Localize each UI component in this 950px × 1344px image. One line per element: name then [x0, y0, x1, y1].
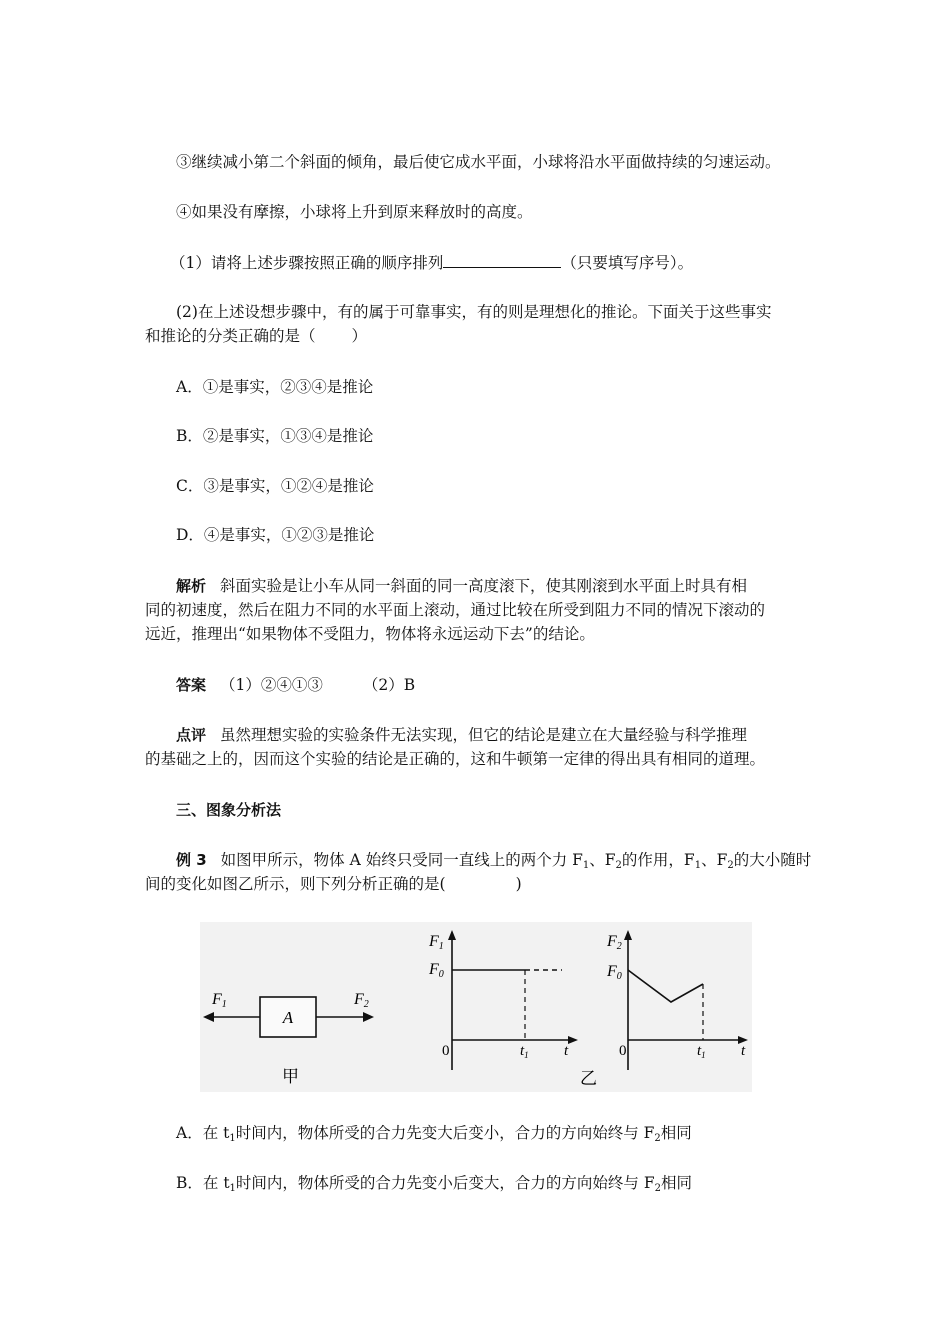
graph-f1-t1-label: $t_1$	[520, 1043, 529, 1060]
answer-blank[interactable]	[443, 253, 561, 268]
example-3-label: 例 3	[176, 851, 207, 869]
example-3-close-paren: )	[515, 875, 522, 893]
sub: 2	[727, 860, 734, 871]
example-3-text-a: 如图甲所示，物体 A 始终只受同一直线上的两个力 F	[220, 851, 583, 869]
graph-f1-x-label: t	[564, 1043, 569, 1059]
sub: 2	[615, 860, 622, 871]
answer-line	[176, 674, 415, 696]
sub: 1	[229, 1133, 236, 1144]
choice-a-text-3: 相同	[660, 1124, 692, 1142]
step-3-line: ③继续减小第二个斜面的倾角，最后使它成水平面，小球将沿水平面做持续的匀速运动。	[176, 153, 781, 171]
choice-b	[176, 1172, 692, 1194]
question-1-text: （1）请将上述步骤按照正确的顺序排列	[170, 254, 444, 272]
analysis-line-2: 同的初速度，然后在阻力不同的水平面上滚动，通过比较在所受到阻力不同的情况下滚动的	[145, 601, 766, 619]
answer-part-1: （1）②④①③	[220, 676, 323, 694]
comment-line-1	[176, 724, 747, 746]
graph-f2-x-label: t	[741, 1043, 746, 1059]
analysis-label: 解析	[176, 577, 207, 595]
graph-f2-y-label: F2	[607, 933, 622, 952]
analysis-line-1	[176, 575, 747, 597]
graph-f2-origin: 0	[619, 1043, 627, 1059]
choice-a-text-2: 时间内，物体所受的合力先变大后变小，合力的方向始终与 F	[235, 1124, 655, 1142]
example-3-text-b: 、F	[589, 851, 616, 869]
question-2-close-paren: ）	[351, 327, 368, 345]
comment-label: 点评	[176, 726, 207, 744]
graph-f1-origin: 0	[442, 1043, 450, 1059]
analysis-line-3: 远近，推理出“如果物体不受阻力，物体将永远运动下去”的结论。	[145, 625, 595, 643]
left-force-label: F1	[212, 991, 227, 1010]
analysis-text-1: 斜面实验是让小车从同一斜面的同一高度滚下，使其刚滚到水平面上时具有相	[220, 577, 748, 595]
caption-jia: 甲	[282, 1067, 299, 1086]
question-2-text: 和推论的分类正确的是（	[145, 327, 316, 345]
question-1-note: （只要填写序号）。	[561, 254, 694, 272]
comment-text-1: 虽然理想实验的实验条件无法实现，但它的结论是建立在大量经验与科学推理	[220, 726, 748, 744]
graph-f2-f0-label: F0	[607, 963, 622, 982]
choice-b-text-1: B．在 t	[176, 1174, 230, 1192]
question-2-line-1: (2)在上述设想步骤中，有的属于可靠事实，有的则是理想化的推论。下面关于这些事实	[176, 303, 772, 321]
sub: 1	[582, 860, 590, 871]
question-1	[170, 252, 693, 274]
right-force-label: F2	[354, 991, 369, 1010]
choice-b-text-3: 相同	[660, 1174, 692, 1192]
graph-f1-f0-label: F0	[429, 961, 444, 980]
example-3-text-c: 的作用，F	[621, 851, 695, 869]
graph-f1-y-label: F1	[429, 933, 444, 952]
step-4-line: ④如果没有摩擦，小球将上升到原来释放时的高度。	[176, 203, 533, 221]
caption-yi: 乙	[580, 1069, 597, 1088]
comment-line-2: 的基础之上的，因而这个实验的结论是正确的，这和牛顿第一定律的得出具有相同的道理。	[145, 750, 766, 768]
sub: 1	[229, 1183, 236, 1194]
choice-b-text-2: 时间内，物体所受的合力先变小后变大，合力的方向始终与 F	[235, 1174, 655, 1192]
example-3-text-f: 间的变化如图乙所示，则下列分析正确的是(	[145, 875, 446, 893]
sub: 1	[694, 860, 702, 871]
sub: 2	[654, 1183, 661, 1194]
choice-a-text-1: A．在 t	[176, 1124, 230, 1142]
option-c: C．③是事实，①②④是推论	[176, 477, 374, 495]
answer-label: 答案	[176, 676, 207, 694]
sub: 2	[654, 1133, 661, 1144]
example-3-text-e: 的大小随时	[733, 851, 812, 869]
option-b: B．②是事实，①③④是推论	[176, 427, 374, 445]
example-3-line-1	[176, 849, 811, 871]
graph-f2-t1-label: $t_1$	[697, 1043, 706, 1060]
example-3-line-2	[145, 873, 522, 895]
example-3-text-d: 、F	[701, 851, 728, 869]
option-a: A．①是事实，②③④是推论	[176, 378, 374, 396]
answer-part-2: （2）B	[362, 676, 416, 694]
choice-a	[176, 1122, 692, 1144]
block-a-label: A	[282, 1008, 294, 1027]
question-2-line-2	[145, 325, 367, 347]
force-diagram-figure	[200, 922, 752, 1092]
section-3-heading: 三、图象分析法	[176, 801, 282, 819]
option-d: D．④是事实，①②③是推论	[176, 526, 375, 544]
